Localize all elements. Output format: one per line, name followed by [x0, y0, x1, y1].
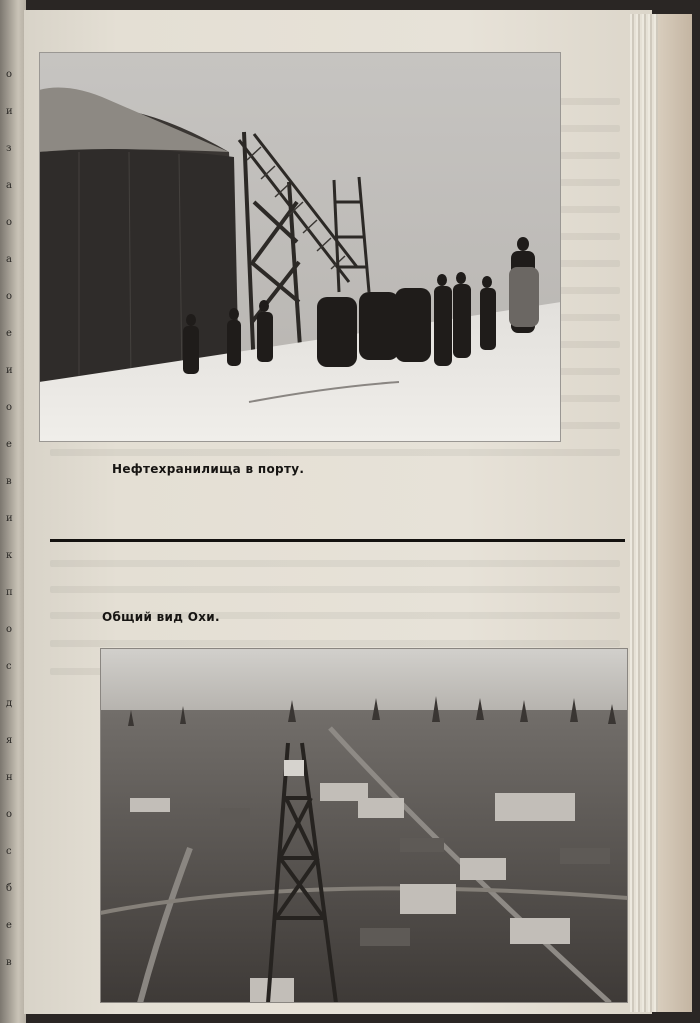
bleed-through-line — [50, 449, 620, 456]
adjacent-page-char: о — [6, 624, 13, 635]
adjacent-page-char: б — [6, 883, 13, 894]
bleed-through-line — [560, 179, 620, 186]
bleed-through-line — [50, 640, 620, 647]
bleed-through-line — [560, 98, 620, 105]
adjacent-page-char: к — [6, 550, 13, 561]
adjacent-page-char: о — [6, 217, 13, 228]
adjacent-page-char: а — [6, 180, 12, 191]
photo-town-panorama — [100, 648, 628, 1003]
adjacent-page-char: о — [6, 402, 13, 413]
adjacent-page-char: с — [6, 661, 12, 672]
adjacent-page-char: е — [6, 328, 12, 339]
adjacent-page-char: е — [6, 439, 12, 450]
bleed-through-line — [50, 586, 620, 593]
adjacent-page-char: з — [6, 143, 12, 154]
adjacent-page-char: о — [6, 69, 13, 80]
adjacent-page-edge — [0, 0, 26, 1023]
adjacent-page-char: и — [6, 513, 13, 524]
bleed-through-line — [50, 560, 620, 567]
photo-oil-storage-tanks — [39, 52, 561, 442]
adjacent-page-char: и — [6, 106, 13, 117]
adjacent-page-char: в — [6, 476, 12, 487]
adjacent-page-char: о — [6, 809, 13, 820]
bleed-through-line — [560, 206, 620, 213]
adjacent-page-char: о — [6, 291, 13, 302]
adjacent-page-char: е — [6, 920, 12, 931]
adjacent-page-char: п — [6, 587, 13, 598]
bleed-through-line — [560, 233, 620, 240]
adjacent-page-char: а — [6, 254, 12, 265]
caption-town-view: Общий вид Охи. — [102, 610, 220, 624]
adjacent-page-char: д — [6, 698, 13, 709]
bleed-through-line — [560, 125, 620, 132]
adjacent-page-char: я — [6, 735, 13, 746]
page-fore-edge — [630, 14, 692, 1012]
adjacent-page-char: н — [6, 772, 13, 783]
caption-oil-storage: Нефтехранилища в порту. — [112, 462, 305, 476]
adjacent-page-char: и — [6, 365, 13, 376]
bleed-through-line — [560, 152, 620, 159]
adjacent-page-char: с — [6, 846, 12, 857]
section-divider — [50, 539, 625, 542]
adjacent-page-char: в — [6, 957, 12, 968]
